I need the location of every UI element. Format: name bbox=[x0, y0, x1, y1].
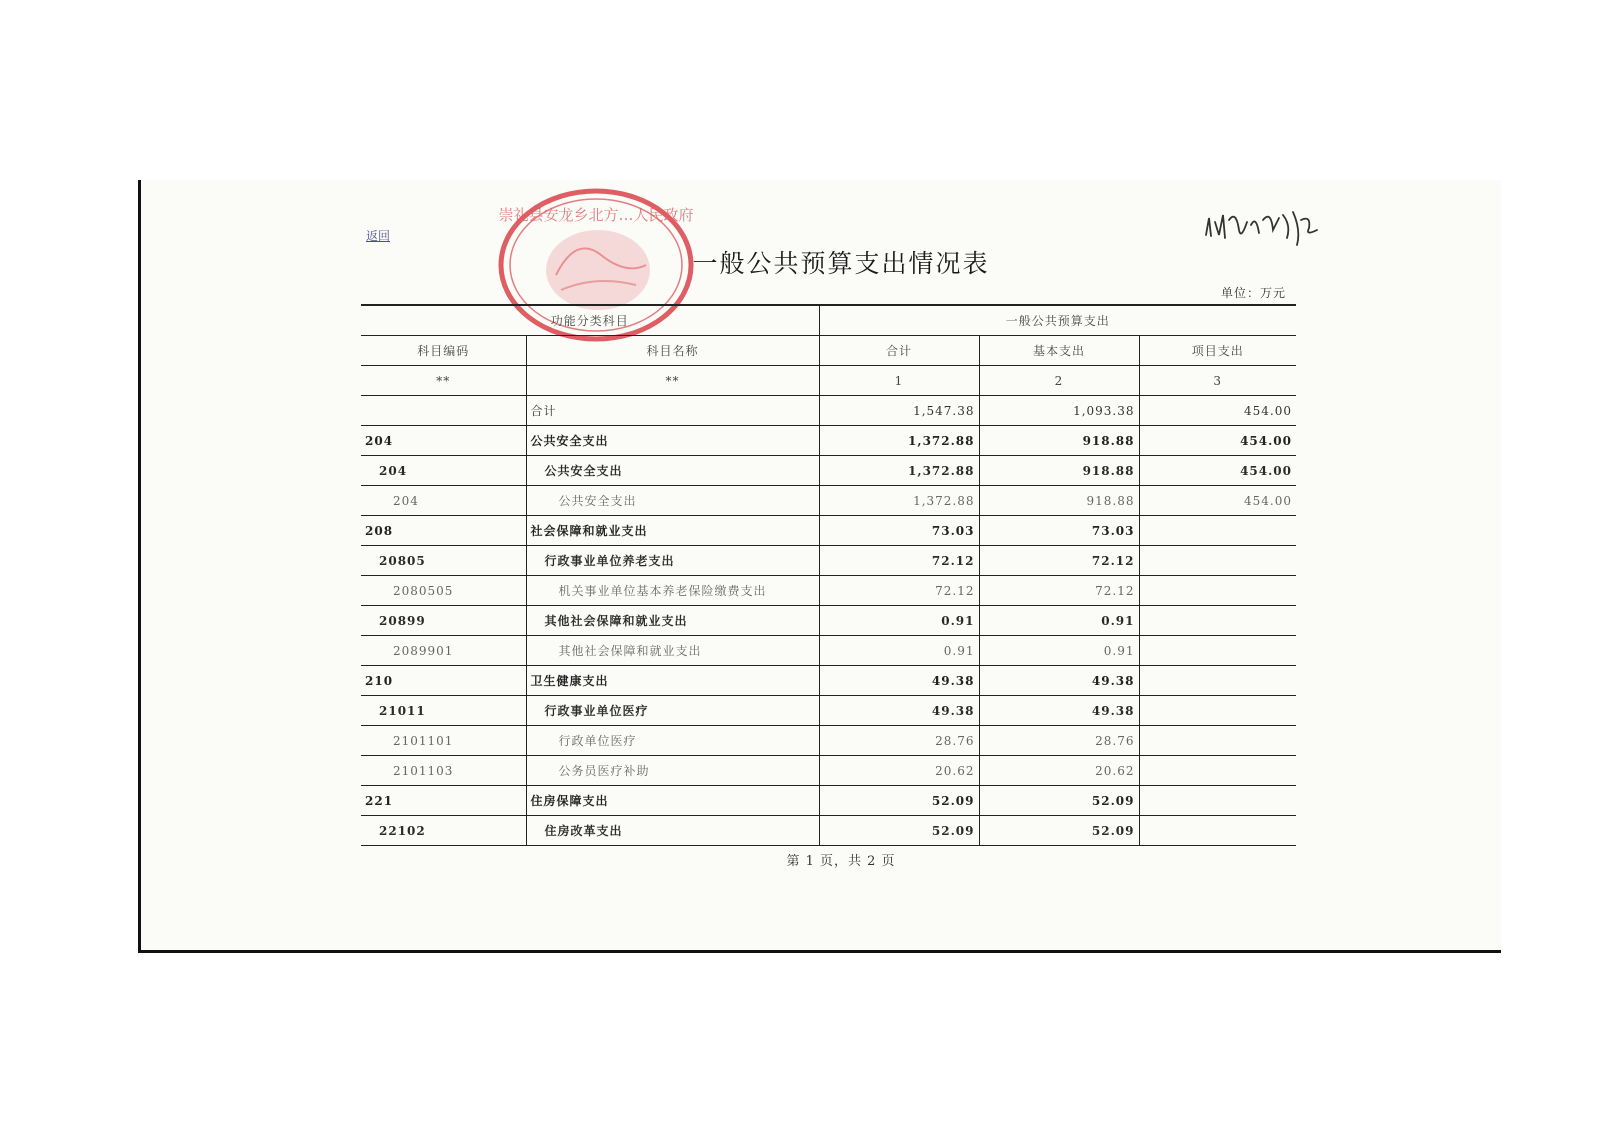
row-name: 其他社会保障和就业支出 bbox=[526, 606, 819, 636]
row-project bbox=[1139, 816, 1296, 846]
row-project bbox=[1139, 546, 1296, 576]
row-name: 行政事业单位养老支出 bbox=[526, 546, 819, 576]
row-name: 行政单位医疗 bbox=[526, 726, 819, 756]
row-total: 0.91 bbox=[819, 606, 979, 636]
row-name: 机关事业单位基本养老保险缴费支出 bbox=[526, 576, 819, 606]
row-code: 2080505 bbox=[361, 576, 526, 606]
col-header-project: 项目支出 bbox=[1139, 336, 1296, 366]
index-cell: ** bbox=[361, 366, 526, 396]
row-code: 204 bbox=[361, 456, 526, 486]
row-basic: 73.03 bbox=[979, 516, 1139, 546]
table-row bbox=[361, 786, 1296, 816]
row-basic: 0.91 bbox=[979, 606, 1139, 636]
row-project bbox=[1139, 756, 1296, 786]
row-basic: 0.91 bbox=[979, 636, 1139, 666]
table-row bbox=[361, 606, 1296, 636]
total-code-cell bbox=[361, 396, 526, 426]
back-link[interactable]: 返回 bbox=[366, 229, 391, 243]
row-basic: 72.12 bbox=[979, 576, 1139, 606]
row-code: 204 bbox=[361, 426, 526, 456]
unit-label: 单位：万元 bbox=[1221, 286, 1287, 300]
row-basic: 72.12 bbox=[979, 546, 1139, 576]
row-name: 住房改革支出 bbox=[526, 816, 819, 846]
row-project: 454.00 bbox=[1139, 426, 1296, 456]
row-code: 20805 bbox=[361, 546, 526, 576]
row-code: 210 bbox=[361, 666, 526, 696]
index-cell: 1 bbox=[819, 366, 979, 396]
total-basic: 1,093.38 bbox=[979, 396, 1139, 426]
row-basic: 28.76 bbox=[979, 726, 1139, 756]
row-total: 49.38 bbox=[819, 666, 979, 696]
row-project bbox=[1139, 786, 1296, 816]
row-total: 1,372.88 bbox=[819, 456, 979, 486]
total-total: 1,547.38 bbox=[819, 396, 979, 426]
row-total: 52.09 bbox=[819, 816, 979, 846]
row-code: 20899 bbox=[361, 606, 526, 636]
index-cell: ** bbox=[526, 366, 819, 396]
row-code: 208 bbox=[361, 516, 526, 546]
row-code: 221 bbox=[361, 786, 526, 816]
row-name: 其他社会保障和就业支出 bbox=[526, 636, 819, 666]
row-name: 住房保障支出 bbox=[526, 786, 819, 816]
row-total: 73.03 bbox=[819, 516, 979, 546]
row-name: 公共安全支出 bbox=[526, 486, 819, 516]
row-code: 2101101 bbox=[361, 726, 526, 756]
index-cell: 3 bbox=[1139, 366, 1296, 396]
table-row bbox=[361, 576, 1296, 606]
total-project: 454.00 bbox=[1139, 396, 1296, 426]
table-row bbox=[361, 666, 1296, 696]
row-basic: 20.62 bbox=[979, 756, 1139, 786]
row-project bbox=[1139, 606, 1296, 636]
group-header-expenditure: 一般公共预算支出 bbox=[819, 305, 1296, 336]
row-project bbox=[1139, 696, 1296, 726]
row-project bbox=[1139, 666, 1296, 696]
stamp-text: 崇礼县安龙乡北方…人民政府 bbox=[498, 206, 694, 224]
row-name: 行政事业单位医疗 bbox=[526, 696, 819, 726]
page-title: 一般公共预算支出情况表 bbox=[692, 249, 990, 278]
row-project bbox=[1139, 636, 1296, 666]
budget-table bbox=[361, 304, 1296, 846]
row-basic: 918.88 bbox=[979, 456, 1139, 486]
row-basic: 918.88 bbox=[979, 426, 1139, 456]
table-row bbox=[361, 726, 1296, 756]
row-code: 21011 bbox=[361, 696, 526, 726]
row-name: 社会保障和就业支出 bbox=[526, 516, 819, 546]
row-total: 1,372.88 bbox=[819, 426, 979, 456]
row-project: 454.00 bbox=[1139, 486, 1296, 516]
table-row bbox=[361, 516, 1296, 546]
row-code: 22102 bbox=[361, 816, 526, 846]
row-total: 1,372.88 bbox=[819, 486, 979, 516]
row-total: 0.91 bbox=[819, 636, 979, 666]
row-code: 2089901 bbox=[361, 636, 526, 666]
row-basic: 49.38 bbox=[979, 666, 1139, 696]
row-name: 公共安全支出 bbox=[526, 456, 819, 486]
row-basic: 52.09 bbox=[979, 816, 1139, 846]
table-row bbox=[361, 816, 1296, 846]
row-project: 454.00 bbox=[1139, 456, 1296, 486]
row-total: 52.09 bbox=[819, 786, 979, 816]
table-row bbox=[361, 456, 1296, 486]
row-total: 28.76 bbox=[819, 726, 979, 756]
col-header-name: 科目名称 bbox=[526, 336, 819, 366]
row-total: 20.62 bbox=[819, 756, 979, 786]
row-code: 204 bbox=[361, 486, 526, 516]
total-label: 合计 bbox=[526, 396, 819, 426]
row-name: 卫生健康支出 bbox=[526, 666, 819, 696]
scanned-document bbox=[138, 180, 1501, 953]
group-header-functional: 功能分类科目 bbox=[361, 305, 819, 336]
row-name: 公务员医疗补助 bbox=[526, 756, 819, 786]
table-row bbox=[361, 756, 1296, 786]
row-basic: 52.09 bbox=[979, 786, 1139, 816]
table-row bbox=[361, 636, 1296, 666]
row-total: 72.12 bbox=[819, 546, 979, 576]
table-row bbox=[361, 426, 1296, 456]
page-footer: 第 1 页，共 2 页 bbox=[786, 854, 896, 869]
row-project bbox=[1139, 576, 1296, 606]
row-total: 72.12 bbox=[819, 576, 979, 606]
row-total: 49.38 bbox=[819, 696, 979, 726]
row-basic: 49.38 bbox=[979, 696, 1139, 726]
row-basic: 918.88 bbox=[979, 486, 1139, 516]
row-code: 2101103 bbox=[361, 756, 526, 786]
col-header-code: 科目编码 bbox=[361, 336, 526, 366]
total-row bbox=[361, 396, 1296, 426]
col-header-total: 合计 bbox=[819, 336, 979, 366]
row-name: 公共安全支出 bbox=[526, 426, 819, 456]
row-project bbox=[1139, 516, 1296, 546]
row-project bbox=[1139, 726, 1296, 756]
index-cell: 2 bbox=[979, 366, 1139, 396]
col-header-basic: 基本支出 bbox=[979, 336, 1139, 366]
table-row bbox=[361, 696, 1296, 726]
table-row bbox=[361, 486, 1296, 516]
table-row bbox=[361, 546, 1296, 576]
